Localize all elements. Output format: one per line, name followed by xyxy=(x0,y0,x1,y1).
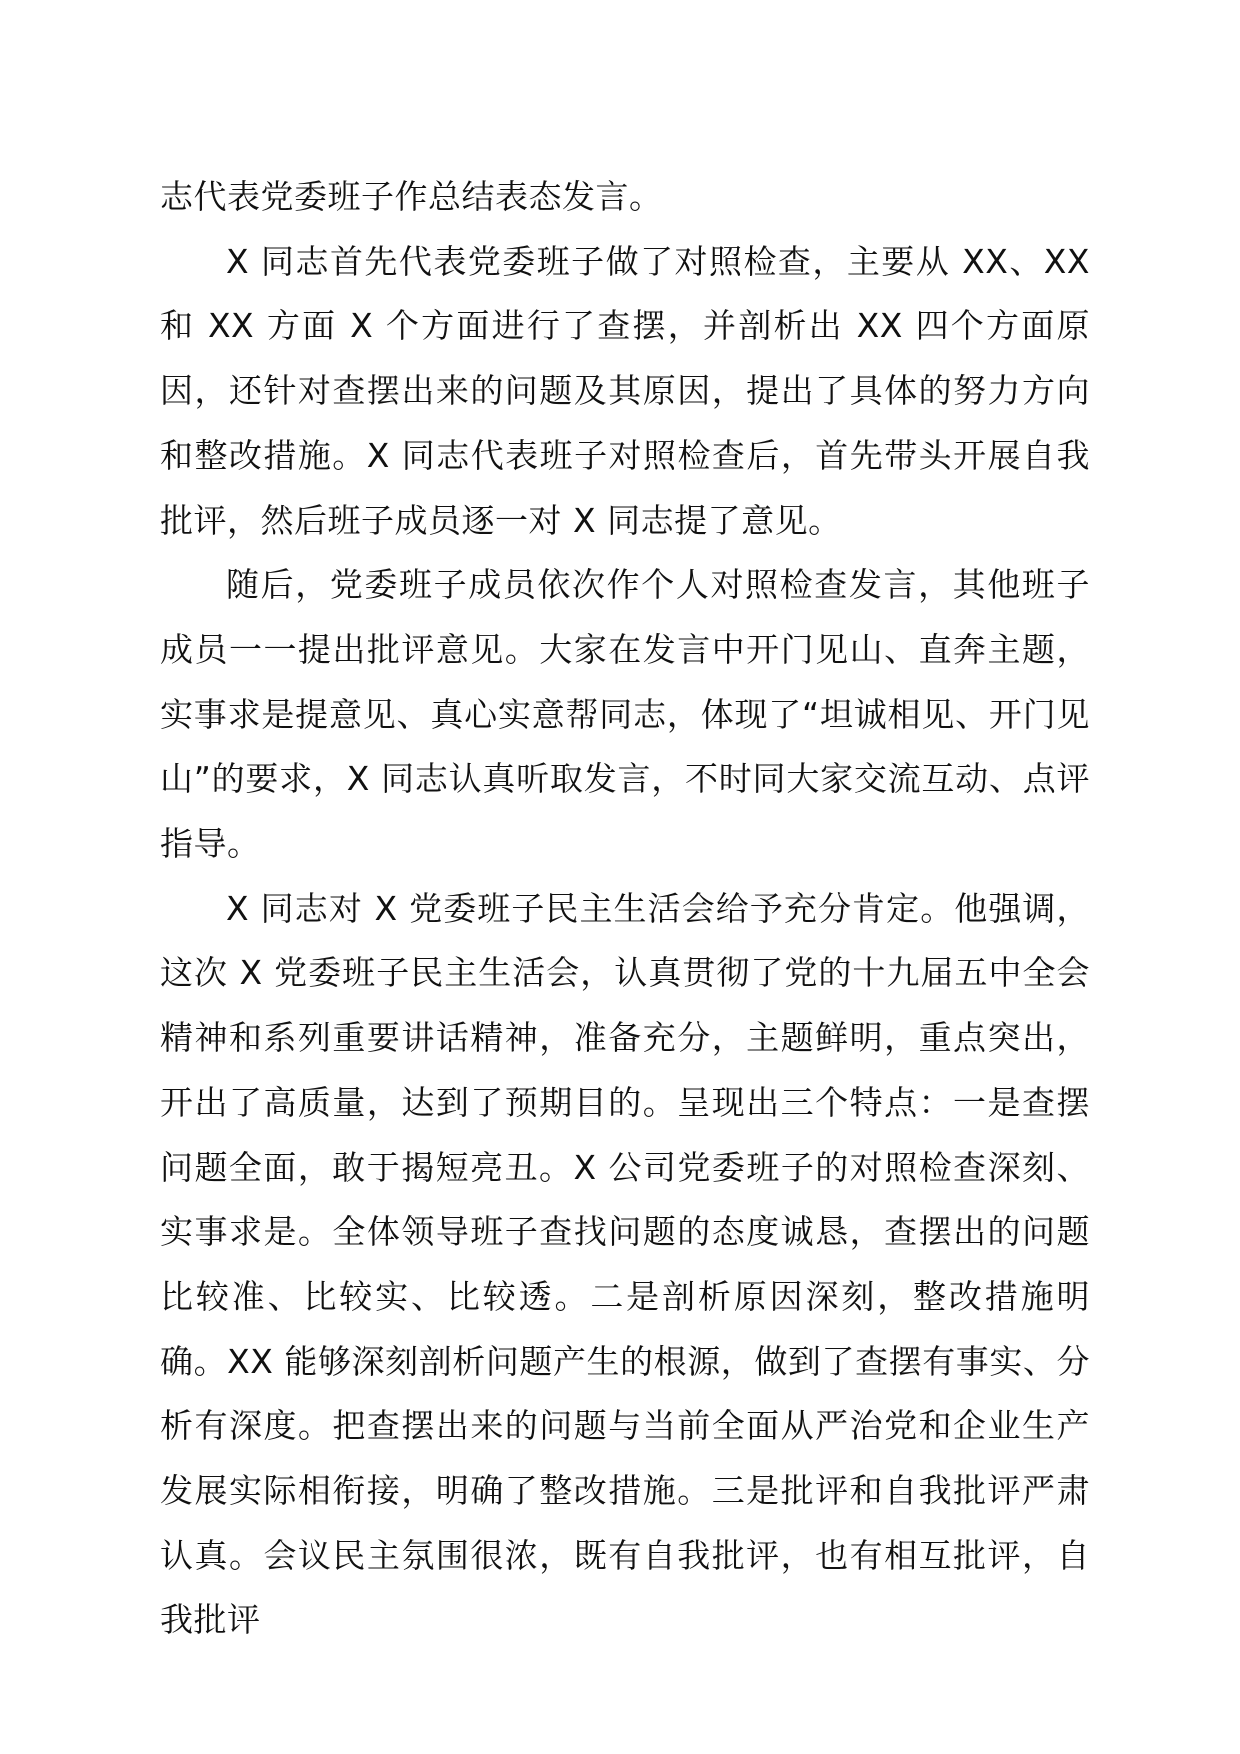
paragraph-continuation: 志代表党委班子作总结表态发言。 xyxy=(160,177,663,216)
paragraph-evaluation: X 同志对 X 党委班子民主生活会给予充分肯定。他强调，这次 X 党委班子民主生活会，认真贯彻了党的十九届五中全会精神和系列重要讲话精神，准备充分，主题鲜明，重点突出，开出了高质量，达到了预期目的。呈现出三个特点：一是查摆问题全面，敢于揭短亮丑。X 公司党委班子的对照检查深刻、实事求是。全体领导班子查找问题的态度诚恳，查摆出的问题比较准、比较实、比较透。二是剖析原因深刻，整改措施明确。XX 能够深刻剖析问题产生的根源，做到了查摆有事实、分析有深度。把查摆出来的问题与当前全面从严治党和企业生产发展实际相衔接，明确了整改措施。三是批评和自我批评严肃认真。会议民主氛围很浓，既有自我批评，也有相互批评，自我批评 xyxy=(160,888,1090,1640)
paragraph-self-review: X 同志首先代表党委班子做了对照检查，主要从 XX、XX 和 XX 方面 X 个方面进行了查摆，并剖析出 XX 四个方面原因，还针对查摆出来的问题及其原因，提出了具体的努力方向和整改措施。X 同志代表班子对照检查后，首先带头开展自我批评，然后班子成员逐一对 X 同志提了意见。 xyxy=(160,241,1090,540)
document-body xyxy=(160,165,1090,1653)
paragraph-member-criticism: 随后，党委班子成员依次作个人对照检查发言，其他班子成员一一提出批评意见。大家在发言中开门见山、直奔主题，实事求是提意见、真心实意帮同志，体现了“坦诚相见、开门见山”的要求，X 同志认真听取发言，不时同大家交流互动、点评指导。 xyxy=(160,565,1090,864)
